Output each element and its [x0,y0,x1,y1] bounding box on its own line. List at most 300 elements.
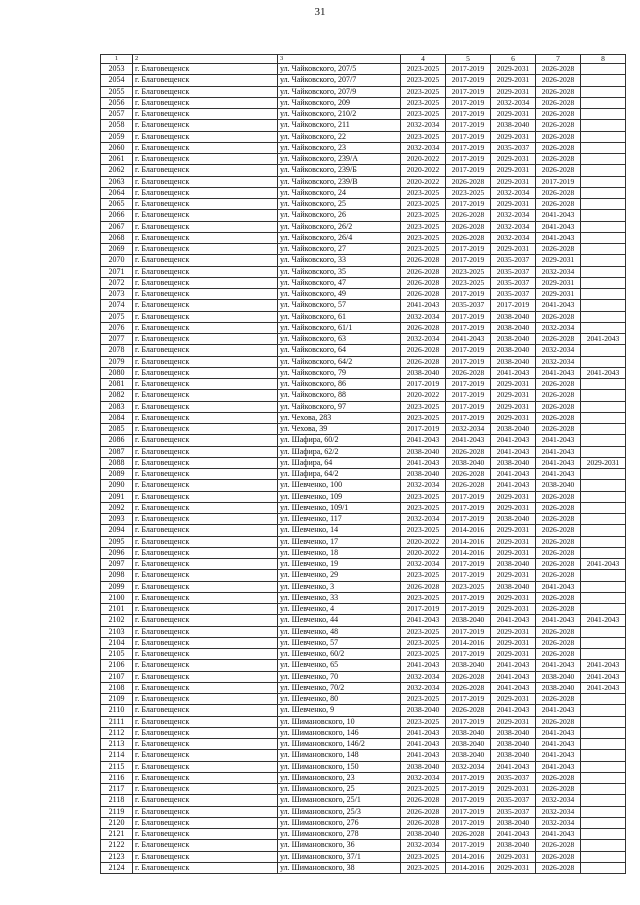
column-number-row [101,55,626,64]
period-cell [581,379,626,390]
row-number: 2111 [101,716,133,727]
period-cell: 2017-2019 [446,345,491,356]
table-row [101,367,626,378]
period-cell: 2038-2040 [401,469,446,480]
period-cell: 2029-2031 [491,109,536,120]
city-cell: г. Благовещенск [133,525,278,536]
period-cell: 2038-2040 [401,829,446,840]
table-row [101,716,626,727]
period-cell: 2017-2019 [446,131,491,142]
address-cell: ул. Шевченко, 44 [278,615,401,626]
address-cell: ул. Шевченко, 70 [278,671,401,682]
period-cell: 2032-2034 [401,772,446,783]
period-cell: 2038-2040 [446,750,491,761]
period-cell: 2017-2019 [446,154,491,165]
period-cell: 2041-2043 [536,705,581,716]
row-number: 2076 [101,322,133,333]
period-cell: 2026-2028 [401,266,446,277]
period-cell: 2032-2034 [401,311,446,322]
address-cell: ул. Шимановского, 276 [278,817,401,828]
city-cell: г. Благовещенск [133,457,278,468]
period-cell: 2026-2028 [401,356,446,367]
address-cell: ул. Шимановского, 10 [278,716,401,727]
column-number: 3 [278,55,401,64]
table-row [101,750,626,761]
period-cell: 2038-2040 [401,705,446,716]
period-cell: 2041-2043 [491,480,536,491]
row-number: 2054 [101,75,133,86]
city-cell: г. Благовещенск [133,705,278,716]
period-cell: 2029-2031 [491,199,536,210]
address-cell: ул. Шевченко, 109/1 [278,502,401,513]
period-cell: 2041-2043 [536,435,581,446]
period-cell: 2032-2034 [536,322,581,333]
period-cell: 2032-2034 [536,817,581,828]
period-cell [581,727,626,738]
period-cell: 2023-2025 [401,784,446,795]
column-number: 8 [581,55,626,64]
address-cell: ул. Шимановского, 37/1 [278,851,401,862]
period-cell: 2038-2040 [536,682,581,693]
address-cell: ул. Чайковского, 207/7 [278,75,401,86]
address-cell: ул. Шимановского, 146/2 [278,739,401,750]
period-cell: 2029-2031 [491,604,536,615]
period-cell: 2029-2031 [491,637,536,648]
address-cell: ул. Чайковского, 207/9 [278,86,401,97]
city-cell: г. Благовещенск [133,97,278,108]
city-cell: г. Благовещенск [133,772,278,783]
row-number: 2053 [101,64,133,75]
period-cell: 2029-2031 [536,277,581,288]
period-cell: 2026-2028 [536,716,581,727]
period-cell: 2023-2025 [401,637,446,648]
period-cell: 2017-2019 [446,165,491,176]
table-row [101,109,626,120]
period-cell: 2017-2019 [446,559,491,570]
period-cell: 2017-2019 [446,412,491,423]
column-number: 2 [133,55,278,64]
period-cell: 2017-2019 [446,491,491,502]
schedule-table [100,54,626,874]
period-cell [581,604,626,615]
city-cell: г. Благовещенск [133,221,278,232]
city-cell: г. Благовещенск [133,131,278,142]
period-cell: 2017-2019 [491,300,536,311]
city-cell: г. Благовещенск [133,165,278,176]
city-cell: г. Благовещенск [133,592,278,603]
period-cell: 2041-2043 [446,435,491,446]
table-row [101,221,626,232]
period-cell: 2032-2034 [401,671,446,682]
period-cell [581,221,626,232]
table-row [101,154,626,165]
table-row [101,525,626,536]
period-cell [581,424,626,435]
period-cell: 2032-2034 [446,761,491,772]
period-cell: 2038-2040 [446,660,491,671]
period-cell [581,547,626,558]
address-cell: ул. Шимановского, 23 [278,772,401,783]
row-number: 2067 [101,221,133,232]
period-cell: 2023-2025 [401,491,446,502]
period-cell [581,514,626,525]
period-cell: 2038-2040 [491,750,536,761]
table-row [101,75,626,86]
row-number: 2122 [101,840,133,851]
table-row [101,266,626,277]
period-cell: 2038-2040 [491,424,536,435]
period-cell: 2041-2043 [536,210,581,221]
period-cell [581,536,626,547]
city-cell: г. Благовещенск [133,435,278,446]
period-cell: 2041-2043 [536,446,581,457]
period-cell: 2038-2040 [491,356,536,367]
period-cell: 2041-2043 [536,739,581,750]
city-cell: г. Благовещенск [133,615,278,626]
period-cell: 2032-2034 [491,221,536,232]
period-cell: 2041-2043 [491,367,536,378]
table-row [101,682,626,693]
period-cell: 2026-2028 [536,626,581,637]
period-cell: 2026-2028 [446,480,491,491]
address-cell: ул. Чайковского, 61/1 [278,322,401,333]
period-cell: 2041-2043 [536,457,581,468]
period-cell: 2026-2028 [446,176,491,187]
row-number: 2075 [101,311,133,322]
table-row [101,390,626,401]
period-cell: 2020-2022 [401,154,446,165]
period-cell: 2014-2016 [446,536,491,547]
city-cell: г. Благовещенск [133,817,278,828]
period-cell: 2041-2043 [401,727,446,738]
period-cell: 2041-2043 [581,559,626,570]
column-number: 4 [401,55,446,64]
table-row [101,356,626,367]
city-cell: г. Благовещенск [133,671,278,682]
address-cell: ул. Шимановского, 36 [278,840,401,851]
row-number: 2074 [101,300,133,311]
table-row [101,187,626,198]
period-cell: 2035-2037 [491,772,536,783]
period-cell [581,390,626,401]
row-number: 2103 [101,626,133,637]
period-cell: 2026-2028 [536,559,581,570]
period-cell: 2041-2043 [491,469,536,480]
row-number: 2081 [101,379,133,390]
period-cell: 2026-2028 [536,412,581,423]
table-row [101,334,626,345]
row-number: 2055 [101,86,133,97]
row-number: 2098 [101,570,133,581]
period-cell: 2029-2031 [491,716,536,727]
period-cell [581,64,626,75]
period-cell: 2041-2043 [581,671,626,682]
period-cell: 2032-2034 [536,795,581,806]
period-cell: 2023-2025 [401,97,446,108]
period-cell: 2023-2025 [401,109,446,120]
city-cell: г. Благовещенск [133,716,278,727]
city-cell: г. Благовещенск [133,502,278,513]
period-cell: 2032-2034 [536,266,581,277]
address-cell: ул. Шевченко, 70/2 [278,682,401,693]
period-cell: 2017-2019 [401,424,446,435]
period-cell: 2017-2019 [446,289,491,300]
table-row [101,457,626,468]
period-cell: 2032-2034 [536,356,581,367]
period-cell: 2041-2043 [581,615,626,626]
housing-schedule-table [100,54,620,874]
address-cell: ул. Шимановского, 25/1 [278,795,401,806]
address-cell: ул. Шевченко, 18 [278,547,401,558]
row-number: 2071 [101,266,133,277]
period-cell [581,795,626,806]
address-cell: ул. Шафира, 60/2 [278,435,401,446]
period-cell: 2026-2028 [536,784,581,795]
period-cell: 2026-2028 [536,199,581,210]
city-cell: г. Благовещенск [133,142,278,153]
address-cell: ул. Чайковского, 24 [278,187,401,198]
address-cell: ул. Чайковского, 27 [278,244,401,255]
period-cell: 2017-2019 [446,390,491,401]
period-cell: 2026-2028 [401,581,446,592]
address-cell: ул. Чайковского, 210/2 [278,109,401,120]
period-cell: 2038-2040 [491,322,536,333]
city-cell: г. Благовещенск [133,187,278,198]
row-number: 2120 [101,817,133,828]
period-cell: 2026-2028 [536,851,581,862]
period-cell [581,210,626,221]
period-cell [581,705,626,716]
city-cell: г. Благовещенск [133,176,278,187]
period-cell: 2020-2022 [401,165,446,176]
table-row [101,64,626,75]
period-cell: 2023-2025 [401,232,446,243]
column-number: 1 [101,55,133,64]
period-cell: 2041-2043 [491,660,536,671]
address-cell: ул. Чайковского, 64/2 [278,356,401,367]
period-cell: 2017-2019 [446,142,491,153]
period-cell [581,244,626,255]
period-cell: 2026-2028 [536,311,581,322]
city-cell: г. Благовещенск [133,86,278,97]
period-cell: 2023-2025 [401,862,446,873]
address-cell: ул. Чайковского, 25 [278,199,401,210]
period-cell: 2026-2028 [536,604,581,615]
period-cell: 2041-2043 [536,660,581,671]
period-cell: 2038-2040 [446,457,491,468]
period-cell: 2041-2043 [536,829,581,840]
period-cell [581,75,626,86]
table-row [101,547,626,558]
period-cell: 2026-2028 [536,570,581,581]
row-number: 2108 [101,682,133,693]
period-cell: 2038-2040 [536,671,581,682]
period-cell: 2026-2028 [401,795,446,806]
table-row [101,795,626,806]
row-number: 2056 [101,97,133,108]
period-cell: 2029-2031 [491,862,536,873]
city-cell: г. Благовещенск [133,446,278,457]
address-cell: ул. Чайковского, 239/Б [278,165,401,176]
row-number: 2094 [101,525,133,536]
row-number: 2063 [101,176,133,187]
address-cell: ул. Шевченко, 3 [278,581,401,592]
period-cell: 2023-2025 [401,502,446,513]
row-number: 2086 [101,435,133,446]
period-cell [581,345,626,356]
period-cell [581,277,626,288]
city-cell: г. Благовещенск [133,806,278,817]
row-number: 2124 [101,862,133,873]
address-cell: ул. Чайковского, 207/5 [278,64,401,75]
table-row [101,592,626,603]
period-cell: 2026-2028 [446,829,491,840]
period-cell: 2041-2043 [536,761,581,772]
city-cell: г. Благовещенск [133,120,278,131]
period-cell: 2029-2031 [491,176,536,187]
row-number: 2079 [101,356,133,367]
period-cell [581,817,626,828]
period-cell: 2032-2034 [401,514,446,525]
period-cell [581,772,626,783]
table-row [101,761,626,772]
city-cell: г. Благовещенск [133,829,278,840]
period-cell: 2035-2037 [491,266,536,277]
period-cell: 2014-2016 [446,637,491,648]
row-number: 2057 [101,109,133,120]
table-row [101,784,626,795]
city-cell: г. Благовещенск [133,401,278,412]
period-cell [581,446,626,457]
period-cell: 2017-2019 [446,514,491,525]
period-cell: 2020-2022 [401,536,446,547]
period-cell: 2026-2028 [536,491,581,502]
address-cell: ул. Шафира, 64 [278,457,401,468]
column-number: 6 [491,55,536,64]
address-cell: ул. Чайковского, 209 [278,97,401,108]
period-cell: 2029-2031 [536,255,581,266]
period-cell: 2026-2028 [446,367,491,378]
period-cell: 2023-2025 [401,694,446,705]
period-cell [581,739,626,750]
period-cell: 2038-2040 [401,761,446,772]
period-cell [581,525,626,536]
table-row [101,435,626,446]
period-cell: 2041-2043 [401,457,446,468]
row-number: 2118 [101,795,133,806]
period-cell: 2017-2019 [446,322,491,333]
address-cell: ул. Шевченко, 65 [278,660,401,671]
row-number: 2072 [101,277,133,288]
period-cell: 2032-2034 [401,840,446,851]
address-cell: ул. Шимановского, 146 [278,727,401,738]
address-cell: ул. Шевченко, 19 [278,559,401,570]
table-row [101,424,626,435]
period-cell: 2017-2019 [536,176,581,187]
table-row [101,626,626,637]
period-cell: 2032-2034 [491,97,536,108]
row-number: 2091 [101,491,133,502]
row-number: 2117 [101,784,133,795]
row-number: 2069 [101,244,133,255]
table-row [101,176,626,187]
table-row [101,705,626,716]
row-number: 2123 [101,851,133,862]
city-cell: г. Благовещенск [133,390,278,401]
period-cell: 2017-2019 [446,840,491,851]
address-cell: ул. Чайковского, 35 [278,266,401,277]
period-cell: 2017-2019 [446,311,491,322]
period-cell: 2017-2019 [446,244,491,255]
address-cell: ул. Чайковского, 239/В [278,176,401,187]
period-cell: 2020-2022 [401,390,446,401]
table-row [101,469,626,480]
period-cell: 2023-2025 [401,592,446,603]
address-cell: ул. Шевченко, 57 [278,637,401,648]
period-cell [581,750,626,761]
period-cell: 2026-2028 [401,289,446,300]
city-cell: г. Благовещенск [133,109,278,120]
period-cell: 2026-2028 [536,165,581,176]
period-cell [581,469,626,480]
row-number: 2061 [101,154,133,165]
city-cell: г. Благовещенск [133,637,278,648]
address-cell: ул. Чайковского, 64 [278,345,401,356]
address-cell: ул. Шевченко, 60/2 [278,649,401,660]
period-cell: 2026-2028 [401,277,446,288]
period-cell: 2026-2028 [536,187,581,198]
period-cell: 2026-2028 [401,322,446,333]
period-cell: 2014-2016 [446,851,491,862]
period-cell: 2026-2028 [446,469,491,480]
period-cell: 2026-2028 [401,255,446,266]
period-cell: 2041-2043 [581,682,626,693]
page-number: 31 [314,6,326,18]
city-cell: г. Благовещенск [133,739,278,750]
period-cell: 2038-2040 [491,334,536,345]
city-cell: г. Благовещенск [133,604,278,615]
address-cell: ул. Чайковского, 57 [278,300,401,311]
period-cell: 2029-2031 [491,131,536,142]
period-cell: 2017-2019 [446,401,491,412]
period-cell: 2026-2028 [536,401,581,412]
period-cell: 2038-2040 [491,817,536,828]
period-cell: 2032-2034 [401,120,446,131]
city-cell: г. Благовещенск [133,660,278,671]
table-row [101,829,626,840]
period-cell: 2038-2040 [491,120,536,131]
period-cell: 2026-2028 [536,75,581,86]
period-cell: 2041-2043 [491,671,536,682]
city-cell: г. Благовещенск [133,379,278,390]
period-cell [581,435,626,446]
row-number: 2090 [101,480,133,491]
row-number: 2106 [101,660,133,671]
table-row [101,277,626,288]
period-cell [581,255,626,266]
period-cell: 2023-2025 [401,626,446,637]
address-cell: ул. Шевченко, 100 [278,480,401,491]
period-cell: 2023-2025 [401,131,446,142]
period-cell: 2041-2043 [581,334,626,345]
period-cell: 2029-2031 [536,289,581,300]
row-number: 2058 [101,120,133,131]
period-cell: 2026-2028 [536,772,581,783]
period-cell: 2026-2028 [536,862,581,873]
period-cell: 2038-2040 [491,739,536,750]
period-cell [581,131,626,142]
address-cell: ул. Шевченко, 9 [278,705,401,716]
